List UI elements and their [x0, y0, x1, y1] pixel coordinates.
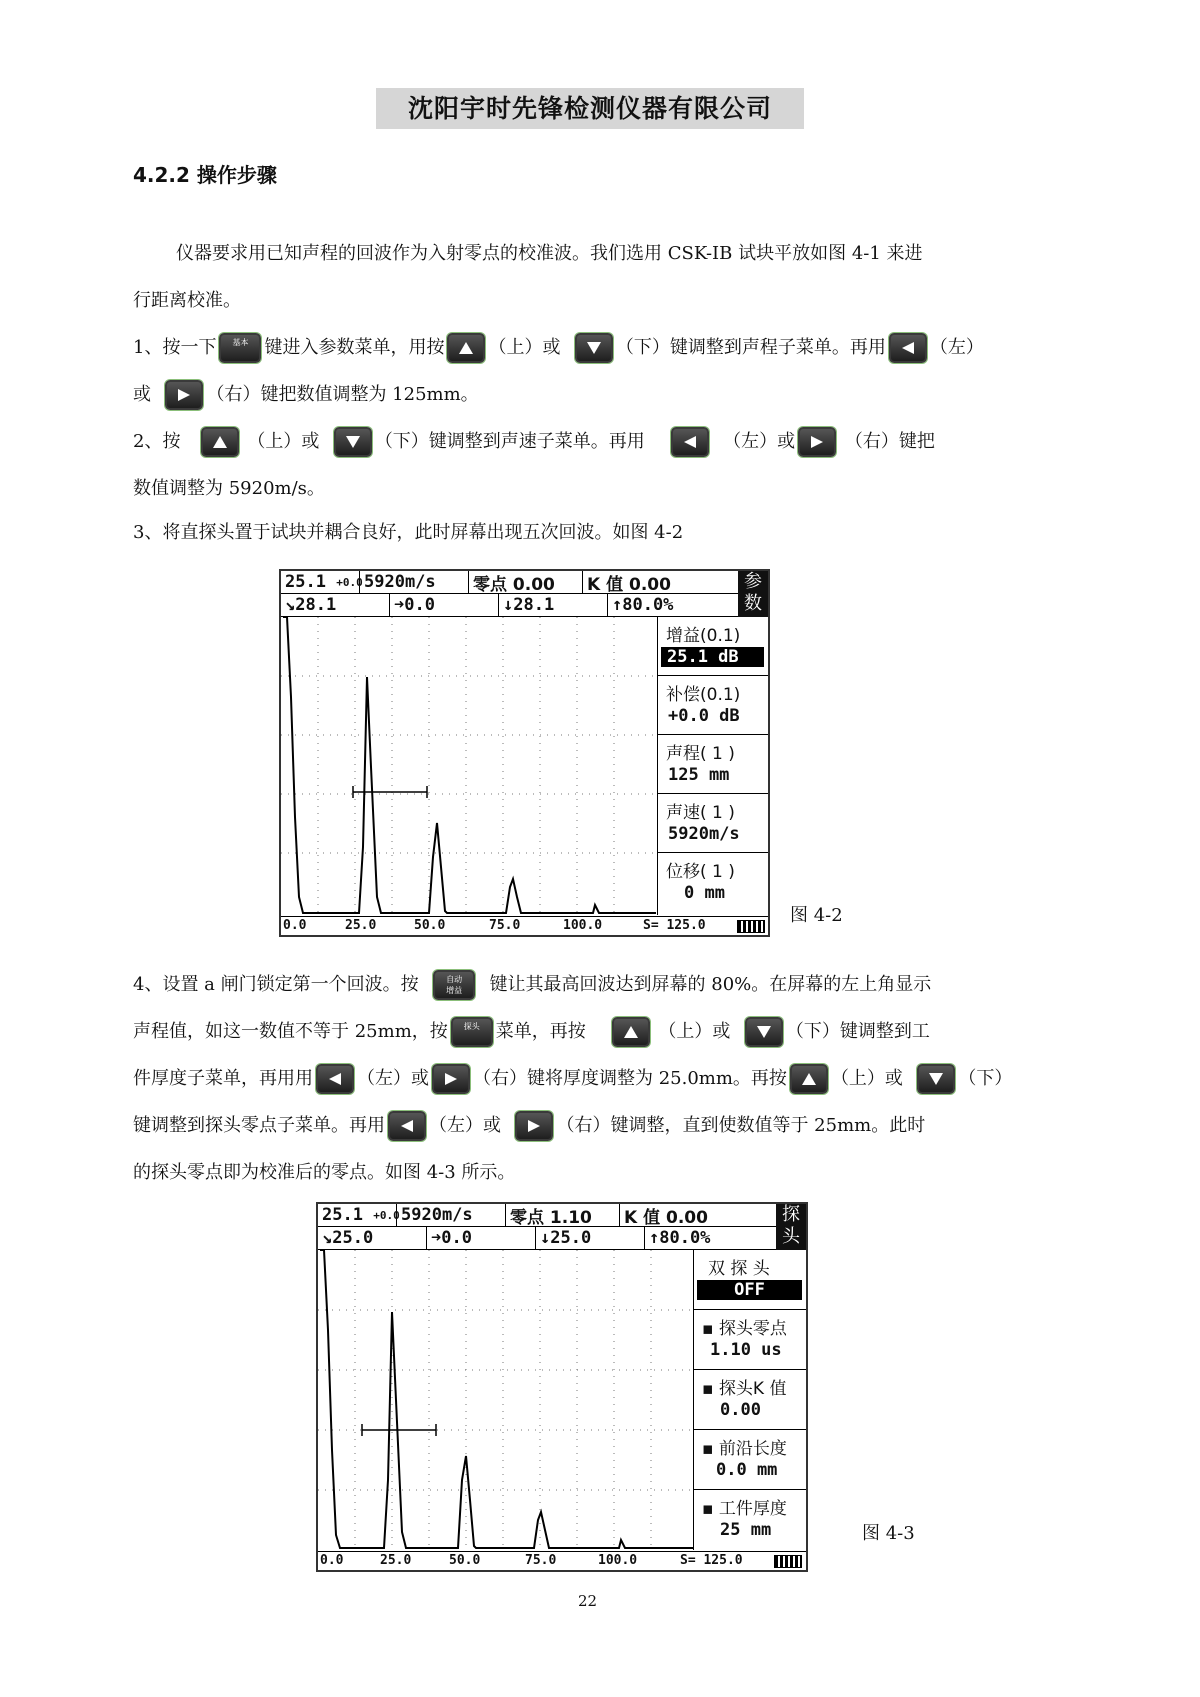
x-tick-label: 75.0 — [489, 918, 521, 933]
menu-item-dual-probe: 双 探 头 OFF — [694, 1250, 806, 1310]
range-label: S= 125.0 — [643, 918, 706, 933]
figure-4-2-screen — [279, 569, 770, 937]
down-key-icon — [334, 427, 372, 457]
right-key-icon — [515, 1111, 553, 1141]
amplitude-readout: ↑80.0% — [612, 595, 674, 615]
zero-readout: 零点 1.10 — [506, 1204, 620, 1226]
menu-item-front-length: ▪ 前沿长度 0.0 mm — [694, 1430, 806, 1490]
basic-key: 基本 — [219, 333, 261, 363]
step-4-line-1: 4、设置 a 闸门锁定第一个回波。按 自动 增益 键让其最高回波达到屏幕的 80%。在屏幕的左上角显示 — [133, 970, 931, 1000]
down-key-icon — [745, 1017, 783, 1047]
figure-4-3-screen — [316, 1202, 808, 1572]
company-header: 沈阳宇时先锋检测仪器有限公司 — [376, 88, 804, 129]
step-4-line-4: 键调整到探头零点子菜单。再用 （左）或 （右）键调整，直到使数值等于 25mm。此时 — [133, 1111, 925, 1141]
left-key-icon — [889, 333, 927, 363]
menu-item-velocity: 声速( 1 ) 5920m/s — [658, 794, 768, 853]
menu-item-compensation: 补偿(0.1) +0.0 dB — [658, 676, 768, 735]
menu-item-probe-k-value: ▪ 探头K 值 0.00 — [694, 1370, 806, 1430]
range-label: S= 125.0 — [680, 1553, 743, 1568]
k-value-readout: K 值 0.00 — [587, 574, 671, 595]
probe-key: 探头 — [451, 1017, 493, 1047]
parameter-menu — [657, 617, 768, 915]
figure-caption: 图 4-2 — [790, 905, 843, 926]
range-readout: 25.1 +0.0 — [281, 571, 360, 593]
depth-readout: ↓28.1 — [499, 594, 608, 616]
menu-item-range: 声程( 1 ) 125 mm — [658, 735, 768, 794]
step-1-line-1: 1、按一下 基本 键进入参数菜单，用按 （上）或 （下）键调整到声程子菜单。再用 （左） — [133, 333, 984, 363]
x-tick-label: 100.0 — [598, 1553, 638, 1568]
up-key-icon — [790, 1064, 828, 1094]
battery-icon — [774, 1555, 802, 1568]
k-value-readout: K 值 0.00 — [624, 1207, 708, 1228]
a-scan-waveform — [281, 617, 656, 915]
page-number: 22 — [578, 1592, 598, 1610]
x-tick-label: 25.0 — [345, 918, 377, 933]
velocity-readout: 5920m/s — [360, 571, 469, 593]
up-key-icon — [447, 333, 485, 363]
menu-item-delay: 位移( 1 ) 0 mm — [666, 862, 735, 903]
up-key-icon — [612, 1017, 650, 1047]
menu-item-gain: 增益(0.1) 25.1 dB — [658, 617, 768, 676]
step-1-line-2: 或 （右）键把数值调整为 125mm。 — [133, 380, 479, 410]
step-4-line-5: 的探头零点即为校准后的零点。如图 4-3 所示。 — [133, 1162, 516, 1183]
menu-item-probe-zero: ▪ 探头零点 1.10 us — [694, 1310, 806, 1370]
x-tick-label: 0.0 — [320, 1553, 344, 1568]
step-2-line-1: 2、按 （上）或 （下）键调整到声速子菜单。再用 （左）或 （右）键把 — [133, 427, 935, 457]
status-row-1 — [318, 1204, 806, 1227]
left-key-icon — [388, 1111, 426, 1141]
probe-menu — [693, 1250, 806, 1550]
step-2-line-2: 数值调整为 5920m/s。 — [133, 478, 325, 499]
auto-gain-key: 自动 增益 — [433, 970, 475, 1000]
menu-item-workpiece-thickness: ▪ 工件厚度 25 mm — [702, 1499, 787, 1540]
menu-tag: 探 头 — [776, 1204, 806, 1250]
step-4-line-3: 件厚度子菜单，再用用 （左）或 （右）键将厚度调整为 25.0mm。再按 （上）或 （下） — [133, 1064, 1012, 1094]
status-row-1 — [281, 571, 768, 594]
right-key-icon — [432, 1064, 470, 1094]
paragraph-line: 行距离校准。 — [133, 290, 241, 311]
step-3-line: 3、将直探头置于试块并耦合良好，此时屏幕出现五次回波。如图 4-2 — [133, 522, 684, 543]
x-tick-label: 100.0 — [563, 918, 603, 933]
figure-caption: 图 4-3 — [862, 1523, 915, 1544]
x-tick-label: 50.0 — [414, 918, 446, 933]
x-tick-label: 0.0 — [283, 918, 307, 933]
depth-readout: ↓25.0 — [536, 1227, 645, 1249]
amplitude-readout: ↑80.0% — [649, 1228, 711, 1248]
x-axis — [318, 1551, 806, 1570]
down-key-icon — [575, 333, 613, 363]
right-key-icon — [165, 380, 203, 410]
horizontal-readout: ➜0.0 — [390, 594, 499, 616]
x-tick-label: 75.0 — [525, 1553, 557, 1568]
x-tick-label: 50.0 — [449, 1553, 481, 1568]
horizontal-readout: ➜0.0 — [427, 1227, 536, 1249]
menu-tag: 参 数 — [738, 571, 768, 617]
paragraph-line: 仪器要求用已知声程的回波作为入射零点的校准波。我们选用 CSK-IB 试块平放如图 4-1 来进 — [176, 243, 923, 264]
up-key-icon — [201, 427, 239, 457]
range-readout: 25.1 +0.0 — [318, 1204, 397, 1226]
down-key-icon — [917, 1064, 955, 1094]
x-axis — [281, 916, 768, 935]
right-key-icon — [798, 427, 836, 457]
left-key-icon — [671, 427, 709, 457]
velocity-readout: 5920m/s — [397, 1204, 506, 1226]
status-row-2 — [281, 594, 738, 617]
section-title: 4.2.2 操作步骤 — [133, 163, 277, 187]
a-scan-waveform — [318, 1250, 693, 1550]
gate-path-readout: ↘25.0 — [318, 1227, 427, 1249]
zero-readout: 零点 0.00 — [469, 571, 583, 593]
battery-icon — [737, 920, 765, 933]
status-row-2 — [318, 1227, 776, 1250]
x-tick-label: 25.0 — [380, 1553, 412, 1568]
gate-path-readout: ↘28.1 — [281, 594, 390, 616]
left-key-icon — [316, 1064, 354, 1094]
step-4-line-2: 声程值，如这一数值不等于 25mm，按 探头 菜单，再按 （上）或 （下）键调整到工 — [133, 1017, 930, 1047]
